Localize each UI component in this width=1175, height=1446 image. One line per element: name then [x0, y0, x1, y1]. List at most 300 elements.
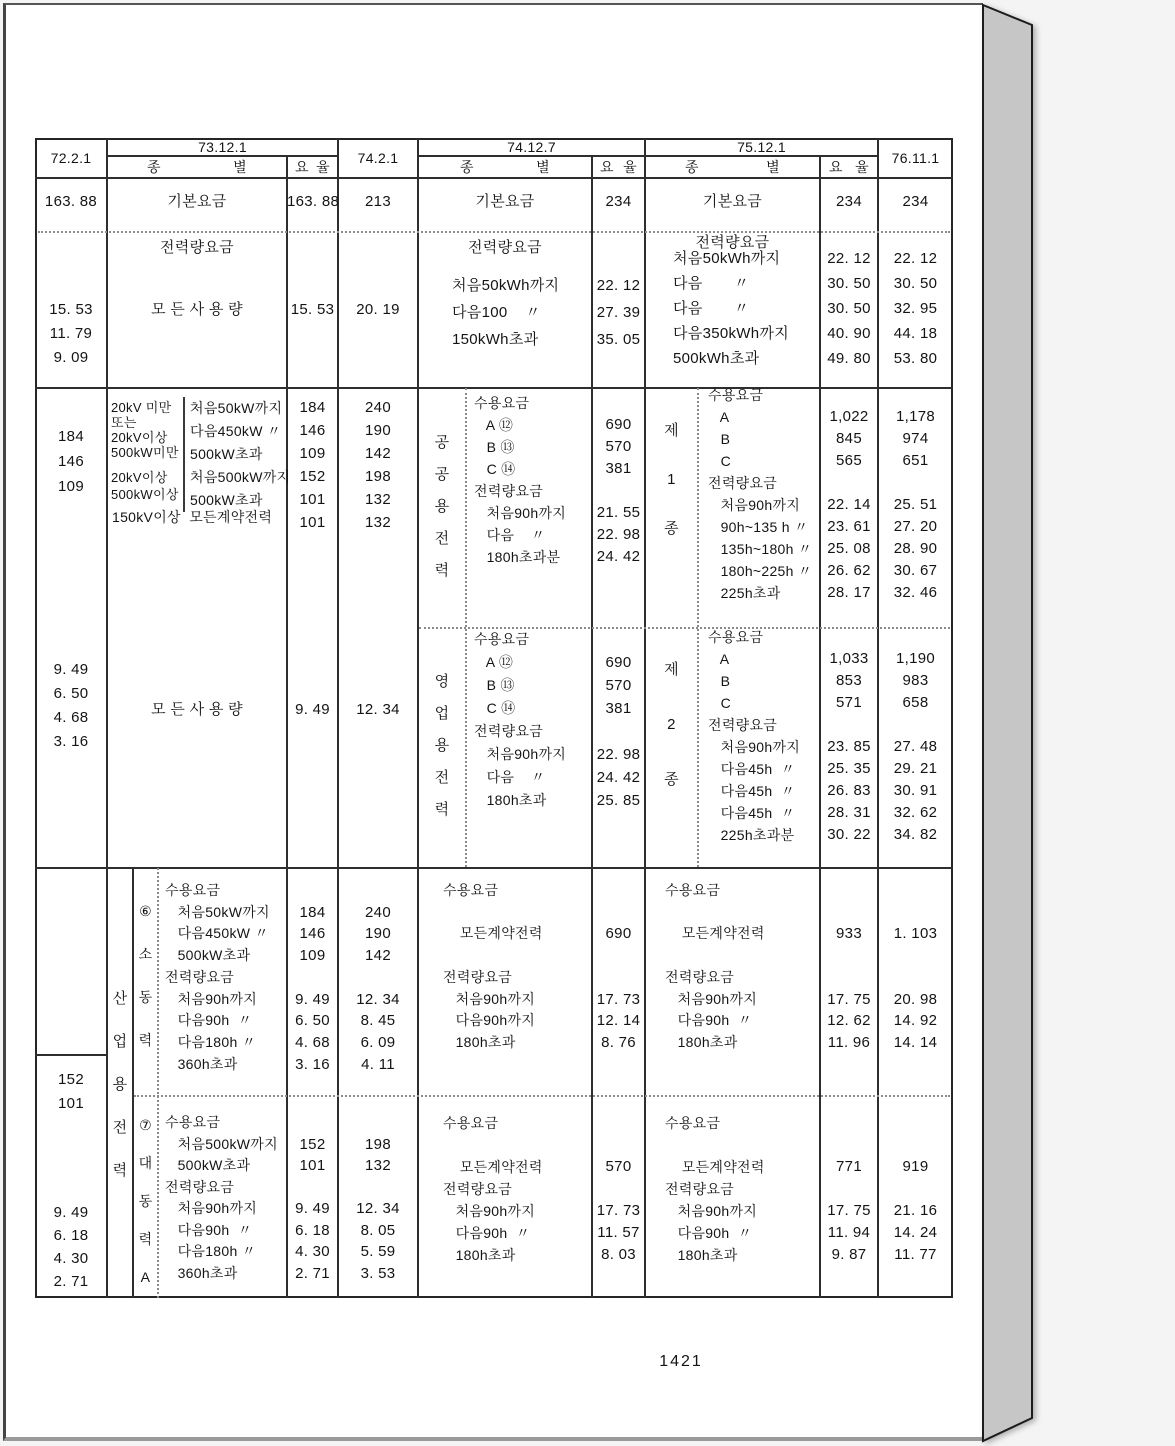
s3-74a-small-rates-line: 4. 11 — [361, 1055, 395, 1073]
s3-74b-large-rates-line — [592, 1134, 645, 1156]
s3-73-large-labels-line: 360h초과 — [165, 1264, 238, 1281]
s3-73-small-labels-line: 다음90h 〃 — [165, 1012, 253, 1029]
s3-75-large-labels-line — [665, 1134, 823, 1156]
s2-75-class2-rates-line: 26. 83 — [827, 782, 871, 799]
s2-75-class2-rates-line: 28. 31 — [827, 804, 871, 821]
s3-73-large-rates-line: 152 — [299, 1135, 326, 1153]
s3-75-large-labels-line: 다음90h 〃 — [665, 1225, 753, 1241]
rate-label-char-2: 율 — [623, 159, 637, 175]
s2-75-class2-labels-line: 225h초과분 — [708, 827, 795, 843]
s3-73-small-labels-line: 수용요금 — [165, 882, 221, 898]
header-date-72-2-1: 72.2.1 — [50, 150, 92, 166]
s3-73-large-rates-line — [287, 1177, 338, 1199]
s3-75-small-labels-line: 모든계약전력 — [665, 925, 765, 942]
rate-label-char-1: 요 — [829, 159, 843, 175]
s3-73-large-labels-line: 500kW초과 — [165, 1157, 251, 1173]
class-label-char-2: 별 — [536, 159, 550, 175]
s3-75-small-labels — [662, 880, 823, 1054]
s2-commercial-power-vertical-label-line: 전 — [434, 769, 450, 786]
s3-74a-large-rates-line: 12. 34 — [356, 1200, 400, 1217]
s2-col72-demand-rates — [35, 424, 107, 499]
s2-73-voltage-class-2-line: 20kV이상 — [111, 470, 168, 485]
s2-74b-public-labels-line: 180h초과분 — [474, 549, 561, 565]
s2-75-class1-rates-line: 845 — [836, 430, 862, 447]
s2-73-voltage-class-2 — [111, 469, 185, 503]
s2-74b-commercial-rates-line — [592, 720, 645, 743]
s3-74b-large-rates-line: 8. 03 — [601, 1246, 636, 1263]
header-date-73-12-1: 73.12.1 — [198, 139, 247, 155]
s3-industrial-power-vertical-label-line: 전 — [112, 1119, 128, 1136]
s1-76-basic-rate: 234 — [902, 193, 929, 210]
s3-75-large-rates-line — [820, 1112, 878, 1134]
s2-75-class2-labels-line: C — [708, 695, 731, 711]
s3-75-large-labels-line: 180h초과 — [665, 1247, 738, 1263]
s1-75-tier-rates-line: 22. 12 — [827, 250, 871, 267]
s2-73-tiers-group2-line: 500kW초과 — [190, 492, 263, 508]
s3-74b-large-labels — [440, 1112, 595, 1266]
s3-74b-small-rates-line — [592, 880, 645, 902]
s3-col72-demand-rates-line: 152 — [58, 1071, 84, 1088]
s3-76-small-rates-line: 14. 92 — [893, 1012, 938, 1030]
s3-74b-small-rates-line: 690 — [605, 925, 632, 943]
s2-74b-public-labels-line: B ⑬ — [474, 439, 515, 455]
class-label-char-2: 별 — [766, 159, 780, 175]
s3-76-large-rates-line: 11. 77 — [894, 1246, 937, 1263]
s1-75-basic-rate: 234 — [836, 193, 862, 210]
s3-75-small-rates-line — [820, 945, 878, 967]
s2-74b-public-rates-line: 22. 98 — [596, 526, 641, 543]
s1-col72-energy-rates — [35, 298, 107, 370]
s3-col72-energy-rates-line: 9. 49 — [53, 1204, 89, 1221]
s3-75-large-rates-line — [820, 1178, 878, 1200]
s3-74b-small-rates-line — [592, 967, 645, 989]
s3-75-large-rates-line: 11. 94 — [827, 1224, 871, 1241]
s2-74b-public-labels-line: C ⑭ — [474, 461, 516, 477]
s3-74a-large-rates-line: 5. 59 — [360, 1243, 396, 1260]
s3-74b-large-labels-line — [443, 1134, 595, 1156]
s2-74a-demand-rates-line: 132 — [365, 491, 391, 508]
s2-74b-commercial-rates-line: 25. 85 — [596, 792, 641, 809]
s3-74b-small-labels-line: 180h초과 — [443, 1033, 516, 1050]
s2-74b-commercial-rates-line — [592, 628, 645, 651]
s2-74b-commercial-labels — [470, 628, 596, 812]
s2-75-class2-labels-line: A — [708, 651, 730, 667]
s3-73-small-labels — [162, 880, 290, 1075]
s3-75-small-labels-line — [665, 945, 823, 967]
s3-75-small-rates — [820, 880, 878, 1054]
section3-left-split-line — [35, 1054, 107, 1056]
s3-74a-large-rates-line: 132 — [365, 1157, 391, 1174]
rate-label-char-2: 율 — [316, 159, 330, 175]
s3-73-small-rates-line: 4. 68 — [295, 1033, 330, 1051]
s3-74a-large-rates-line — [338, 1177, 418, 1199]
s2-75-class2-rates-line: 571 — [836, 694, 862, 711]
s2-75-class2-labels-line: B — [708, 673, 731, 689]
s3-76-small-rates-line — [878, 880, 953, 902]
s2-74b-public-rates-line: 21. 55 — [596, 504, 641, 521]
s1-74b-tier-rates-line: 22. 12 — [596, 277, 641, 294]
s3-76-small-rates-line — [878, 967, 953, 989]
s1-74b-basic-rate: 234 — [605, 193, 632, 210]
header-rate-label-73 — [287, 156, 338, 178]
s2-73-demand-rates-line: 109 — [299, 445, 326, 462]
s2-75-class1-labels-line: 135h~180h 〃 — [708, 541, 813, 557]
s2-75-class1-labels — [700, 384, 828, 604]
s2-74a-demand-rates-line: 142 — [365, 445, 391, 462]
s2-76-class2-rates-line: 983 — [902, 672, 929, 689]
s3-73-large-labels — [162, 1112, 290, 1284]
s1-75-tier-rates-line: 49. 80 — [827, 350, 871, 367]
s2-73-voltage-class-1-line: 500kW미만 — [111, 445, 179, 460]
s2-73-all-usage-label: 모 든 사 용 량 — [151, 701, 243, 718]
s3-col72-energy-rates-line: 4. 30 — [53, 1250, 89, 1267]
s1-74b-energy-charge-label: 전력량요금 — [468, 239, 542, 256]
s2-76-class2-rates-line: 658 — [902, 694, 929, 711]
header-rate-label-74 — [592, 156, 645, 178]
s2-class1-vertical-label-line: 종 — [664, 520, 679, 537]
s2-public-power-vertical-label-line: 공 — [434, 466, 450, 483]
s1-75-tier-rates-line: 30. 50 — [827, 300, 871, 317]
class-label-char-1: 종 — [460, 159, 474, 175]
s1-74b-tier-rates-line: 35. 05 — [596, 331, 641, 348]
s3-74b-small-labels-line — [443, 902, 595, 924]
s3-76-large-rates-line: 21. 16 — [893, 1202, 938, 1219]
s2-76-class2-rates-line: 1,190 — [895, 650, 936, 667]
header-date-75-12-1: 75.12.1 — [737, 139, 786, 155]
s1-76-tier-rates-line: 44. 18 — [893, 325, 938, 342]
s3-74b-large-labels-line: 처음90h까지 — [443, 1203, 536, 1219]
rate-label-char-1: 요 — [600, 159, 614, 175]
s2-74b-commercial-rates-line: 690 — [605, 654, 632, 671]
s2-73-demand-rates — [287, 396, 338, 534]
s3-74a-small-rates — [338, 880, 418, 1075]
s3-73-small-rates-line — [287, 967, 338, 989]
s1-73-basic-charge-label: 기본요금 — [167, 193, 227, 210]
s3-74b-small-rates — [592, 880, 645, 1054]
s2-73-voltage-class-2-line: 500kW이상 — [111, 487, 179, 502]
book-page-stack-edge — [978, 0, 1042, 1446]
s2-73-voltage-class-1-line: 20kV이상 — [111, 430, 168, 445]
s2-col72-energy-rates-line: 3. 16 — [53, 733, 89, 750]
s2-73-demand-rates-line: 101 — [299, 491, 326, 508]
s3-73-large-labels-line: 전력량요금 — [165, 1178, 235, 1195]
s2-74b-commercial-rates-line: 24. 42 — [596, 769, 641, 786]
s2-75-class2-rates-line: 30. 22 — [827, 826, 871, 843]
header-date-74-12-7: 74.12.7 — [507, 139, 556, 155]
s2-76-class1-rates-line: 651 — [902, 452, 929, 469]
s2-74b-public-labels-line: 다음 〃 — [474, 527, 546, 543]
s3-73-large-rates-line: 4. 30 — [295, 1243, 330, 1260]
s2-74b-commercial-labels-line: B ⑬ — [474, 677, 515, 693]
header-date-74-2-1: 74.2.1 — [357, 150, 399, 166]
s2-74b-public-rates-line: 570 — [605, 438, 632, 455]
s3-small-motive-vertical-label-line: ⑥ — [139, 903, 152, 919]
s3-74a-small-rates-line: 190 — [365, 925, 391, 943]
s3-75-small-rates-line: 933 — [836, 925, 862, 943]
s3-76-large-rates — [878, 1112, 953, 1266]
s2-col72-demand-rates-line: 184 — [58, 428, 84, 445]
s3-73-large-labels-line: 수용요금 — [165, 1114, 221, 1130]
s2-73-demand-rates-line: 152 — [299, 468, 326, 485]
s3-industrial-power-vertical-label-line: 업 — [112, 1033, 128, 1050]
s3-75-small-rates-line: 11. 96 — [827, 1033, 871, 1051]
s2-75-class2-rates-line: 25. 35 — [827, 760, 871, 777]
s2-74b-commercial-labels-line: A ⑫ — [474, 654, 514, 670]
s2-73-tiers-group2-line: 처음500kW까지 — [190, 469, 291, 485]
s3-73-large-rates-line — [287, 1112, 338, 1134]
s2-75-class1-labels-line: 180h~225h 〃 — [708, 563, 813, 579]
s2-75-class1-rates-line: 25. 08 — [827, 540, 871, 557]
s2-75-class1-labels-line: 수용요금 — [708, 387, 764, 403]
s1-76-tier-rates-line: 32. 95 — [893, 300, 938, 317]
s3-74b-large-rates-line: 11. 57 — [597, 1224, 640, 1241]
s2-commercial-power-vertical-label — [418, 666, 466, 826]
s2-76-class1-rates-line: 1,178 — [895, 408, 936, 425]
s2-73-all-usage-rate: 9. 49 — [295, 701, 330, 718]
s1-col72-energy-rates-line: 15. 53 — [49, 301, 93, 318]
s2-76-class2-rates — [878, 626, 953, 846]
s2-76-class1-rates-line — [878, 384, 953, 406]
s2-74a-demand-rates-line: 190 — [365, 422, 391, 439]
s1-75-tier-labels-line: 다음 〃 — [673, 275, 750, 292]
s2-col72-energy-rates-line: 4. 68 — [53, 709, 89, 726]
s3-74b-small-rates-line — [592, 945, 645, 967]
s3-75-small-labels-line: 수용요금 — [665, 882, 721, 898]
s2-74a-demand-rates-line: 198 — [365, 468, 391, 485]
s2-76-class2-rates-line: 27. 48 — [893, 738, 938, 755]
s2-75-class2-labels-line: 전력량요금 — [708, 717, 778, 733]
s1-75-tier-labels-line: 처음50kWh까지 — [673, 250, 781, 267]
s1-75-tier-rates-line: 40. 90 — [827, 325, 871, 342]
s3-73-large-rates-line: 6. 18 — [295, 1221, 330, 1239]
s2-73-tiers-group1 — [183, 397, 292, 466]
s2-75-class2-rates — [820, 626, 878, 846]
s2-col72-energy-rates — [35, 658, 107, 754]
s2-76-class2-rates-line: 32. 62 — [893, 804, 938, 821]
s3-74a-large-rates-line — [338, 1112, 418, 1134]
s3-75-large-rates-line: 9. 87 — [831, 1246, 867, 1263]
s2-76-class1-rates-line: 27. 20 — [893, 518, 938, 535]
s3-73-small-labels-line: 360h초과 — [165, 1055, 238, 1072]
s1-75-energy-charge-label: 전력량요금 — [695, 234, 770, 251]
s3-col72-demand-rates-line: 101 — [58, 1095, 84, 1112]
s3-74a-large-rates — [338, 1112, 418, 1284]
s2-75-class2-labels-line: 수용요금 — [708, 629, 764, 645]
s3-73-small-labels-line: 500kW초과 — [165, 947, 251, 964]
s2-76-class1-rates-line: 32. 46 — [893, 584, 938, 601]
s2-75-class1-labels-line: 전력량요금 — [708, 475, 778, 491]
s3-74b-small-labels-line — [443, 945, 595, 967]
s2-74b-public-rates-line: 381 — [605, 460, 632, 477]
s3-73-small-labels-line: 다음450kW 〃 — [165, 925, 269, 942]
s2-75-class1-labels-line: A — [708, 409, 730, 425]
s1-75-tier-rates — [820, 246, 878, 371]
s3-74b-small-rates-line — [592, 902, 645, 924]
s2-74b-public-rates-line — [592, 480, 645, 502]
s3-74b-large-rates-line: 17. 73 — [596, 1202, 641, 1219]
s1-75-tier-labels-line: 다음 〃 — [673, 300, 750, 317]
s3-industrial-power-vertical-label-line: 력 — [112, 1162, 128, 1179]
s3-75-large-rates-line: 771 — [836, 1158, 862, 1175]
s3-73-large-rates-line: 101 — [299, 1157, 326, 1174]
s3-small-motive-vertical-label — [133, 890, 158, 1062]
page-number: 1421 — [659, 1353, 703, 1370]
s2-75-class1-labels-line: 225h초과 — [708, 585, 781, 601]
s1-76-tier-rates-line: 53. 80 — [893, 350, 938, 367]
s3-73-small-rates-line: 3. 16 — [295, 1055, 330, 1073]
class-label-char-2: 별 — [233, 159, 247, 175]
s3-74b-small-labels-line: 처음90h까지 — [443, 990, 536, 1007]
s2-76-class2-rates-line: 34. 82 — [893, 826, 938, 843]
s2-75-class2-rates-line: 853 — [836, 672, 862, 689]
s3-75-small-rates-line: 12. 62 — [827, 1012, 871, 1030]
s3-74b-large-labels-line: 180h초과 — [443, 1247, 516, 1263]
s1-col72-energy-rates-line: 9. 09 — [53, 349, 89, 366]
header-class-label-75 — [645, 156, 820, 178]
s3-small-motive-vertical-label-line: 소 — [138, 946, 153, 962]
s2-73-voltage-class-1-line: 20kV 미만 — [111, 400, 172, 415]
s2-74b-commercial-labels-line: 전력량요금 — [474, 723, 544, 739]
s3-74b-large-rates-line — [592, 1178, 645, 1200]
s3-large-motive-vertical-label-line: A — [140, 1269, 151, 1285]
s3-74b-small-rates-line: 8. 76 — [601, 1033, 636, 1051]
s3-73-small-rates-line: 146 — [299, 925, 326, 943]
s3-74a-large-rates-line: 8. 05 — [360, 1221, 396, 1239]
s2-76-class1-rates-line: 974 — [902, 430, 929, 447]
rate-label-char-2: 율 — [855, 159, 869, 175]
s3-74a-large-rates-line: 198 — [365, 1135, 391, 1153]
s2-76-class2-rates-line: 29. 21 — [893, 760, 938, 777]
s3-73-small-rates-line: 6. 50 — [295, 1012, 330, 1030]
s2-75-class1-rates-line: 565 — [836, 452, 862, 469]
s3-75-small-labels-line: 다음90h 〃 — [665, 1012, 753, 1029]
section2-bottom-line — [35, 867, 953, 869]
class-label-char-1: 종 — [685, 159, 699, 175]
s3-74b-small-rates-line: 17. 73 — [596, 990, 641, 1008]
s2-75-class1-rates-line: 22. 14 — [827, 496, 871, 513]
s3-73-small-rates-line: 109 — [299, 947, 326, 965]
s2-74b-commercial-labels-line: 처음90h까지 — [474, 746, 567, 762]
s3-73-large-labels-line: 처음500kW까지 — [165, 1135, 278, 1152]
s3-74b-large-rates-line: 570 — [605, 1158, 632, 1175]
s3-76-small-rates-line: 1. 103 — [893, 925, 938, 943]
s2-74b-public-rates-line: 690 — [605, 416, 632, 433]
s2-74a-all-usage-rate: 12. 34 — [356, 701, 400, 718]
s3-74a-small-rates-line: 6. 09 — [360, 1033, 396, 1051]
s2-74a-demand-rates-line: 132 — [365, 514, 391, 531]
s2-74b-public-rates-line — [592, 392, 645, 414]
s2-73-voltage-class-3: 150kV이상 모든계약전력 — [112, 509, 273, 525]
header-class-label-74 — [418, 156, 592, 178]
s1-col72-basic-rate: 163. 88 — [44, 193, 98, 210]
s2-75-class1-labels-line: C — [708, 453, 731, 469]
s3-74a-small-rates-line — [338, 967, 418, 989]
s2-73-voltage-class-1 — [111, 400, 185, 460]
s1-74a-all-usage-rate: 20. 19 — [356, 301, 400, 318]
s1-74b-tier-labels — [452, 272, 592, 353]
s2-class1-vertical-label-line: 제 — [664, 422, 679, 439]
header-class-label-73 — [107, 156, 287, 178]
s1-74b-tier-rates — [592, 272, 645, 353]
s3-75-small-rates-line — [820, 902, 878, 924]
s2-75-class2-rates-line: 23. 85 — [827, 738, 871, 755]
s3-76-small-rates — [878, 880, 953, 1054]
s1-74b-tier-labels-line: 다음100 〃 — [452, 304, 541, 321]
s1-75-tier-labels-line: 500kWh초과 — [673, 350, 760, 367]
s1-75-tier-rates-line: 30. 50 — [827, 275, 871, 292]
s3-76-small-rates-line: 14. 14 — [893, 1033, 938, 1051]
s2-74a-demand-rates — [338, 396, 418, 534]
s2-class1-vertical-label-line: 1 — [667, 471, 676, 488]
s1-74b-tier-rates-line: 27. 39 — [596, 304, 641, 321]
s3-76-large-rates-line — [878, 1134, 953, 1156]
s3-74a-small-rates-line: 240 — [365, 903, 391, 921]
s1-74b-tier-labels-line: 150kWh초과 — [452, 331, 539, 348]
s2-commercial-power-vertical-label-line: 용 — [434, 737, 450, 754]
s3-75-small-labels-line: 처음90h까지 — [665, 990, 758, 1007]
s3-74b-large-labels-line: 다음90h 〃 — [443, 1225, 531, 1241]
s2-75-class2-labels — [700, 626, 828, 846]
s2-75-class1-labels-line: B — [708, 431, 731, 447]
s3-75-large-labels-line: 수용요금 — [665, 1115, 721, 1131]
s3-73-small-rates — [287, 880, 338, 1075]
s3-73-large-rates-line: 2. 71 — [295, 1264, 330, 1282]
s2-74b-commercial-rates-line: 22. 98 — [596, 746, 641, 763]
s3-74b-large-rates — [592, 1112, 645, 1266]
s2-commercial-power-vertical-label-line: 영 — [434, 673, 450, 690]
s2-76-class1-rates-line: 28. 90 — [893, 540, 938, 557]
s2-75-class2-labels-line: 다음45h 〃 — [708, 805, 796, 821]
s3-75-large-rates-line: 17. 75 — [827, 1202, 871, 1219]
s2-75-class1-labels-line: 처음90h까지 — [708, 497, 801, 513]
s2-76-class1-rates-line: 25. 51 — [893, 496, 938, 513]
s2-76-class1-rates-line: 30. 67 — [893, 562, 938, 579]
s3-74a-small-rates-line: 142 — [365, 947, 391, 965]
s3-industrial-power-vertical-label-line: 용 — [112, 1076, 128, 1093]
s1-75-tier-labels — [673, 246, 820, 371]
s2-75-class2-rates-line — [820, 626, 878, 648]
s3-74b-small-labels-line: 다음90h까지 — [443, 1012, 536, 1029]
s2-75-class1-rates-line: 1,022 — [829, 408, 869, 425]
s2-76-class1-rates-line — [878, 472, 953, 494]
s2-74b-commercial-labels-line: 180h초과 — [474, 792, 547, 808]
s1-75-tier-labels-line: 다음350kWh까지 — [673, 325, 789, 342]
s3-74b-small-labels-line: 모든계약전력 — [443, 925, 543, 942]
s2-74b-public-labels-line: 처음90h까지 — [474, 505, 567, 521]
s2-public-power-vertical-label-line: 전 — [434, 530, 450, 547]
s3-73-small-labels-line: 전력량요금 — [165, 968, 235, 985]
s2-public-power-vertical-label-line: 용 — [434, 498, 450, 515]
s3-74b-small-labels-line: 전력량요금 — [443, 968, 513, 985]
s3-large-motive-vertical-label-line: 대 — [138, 1155, 153, 1171]
s2-73-demand-rates-line: 101 — [299, 514, 326, 531]
s3-large-motive-vertical-label-line: 력 — [138, 1231, 153, 1247]
s3-74a-small-rates-line: 12. 34 — [356, 990, 400, 1008]
s3-col72-energy-rates — [35, 1201, 107, 1293]
s1-73-all-usage-label: 모 든 사 용 량 — [151, 301, 243, 318]
s2-class2-vertical-label-line: 제 — [664, 661, 679, 678]
s1-75-basic-charge-label: 기본요금 — [702, 193, 763, 210]
s3-74b-small-labels — [440, 880, 595, 1054]
s2-74b-public-rates — [592, 392, 645, 568]
s3-73-large-labels-line: 다음180h 〃 — [165, 1243, 257, 1259]
s3-75-small-labels-line: 180h초과 — [665, 1033, 738, 1050]
s3-73-large-labels-line: 다음90h 〃 — [165, 1221, 253, 1238]
s2-74b-commercial-labels-line: 수용요금 — [474, 631, 530, 647]
s3-large-motive-vertical-label-line: ⑦ — [139, 1117, 152, 1133]
s2-76-class2-rates-line — [878, 626, 953, 648]
s3-74b-small-rates-line: 12. 14 — [596, 1012, 641, 1030]
